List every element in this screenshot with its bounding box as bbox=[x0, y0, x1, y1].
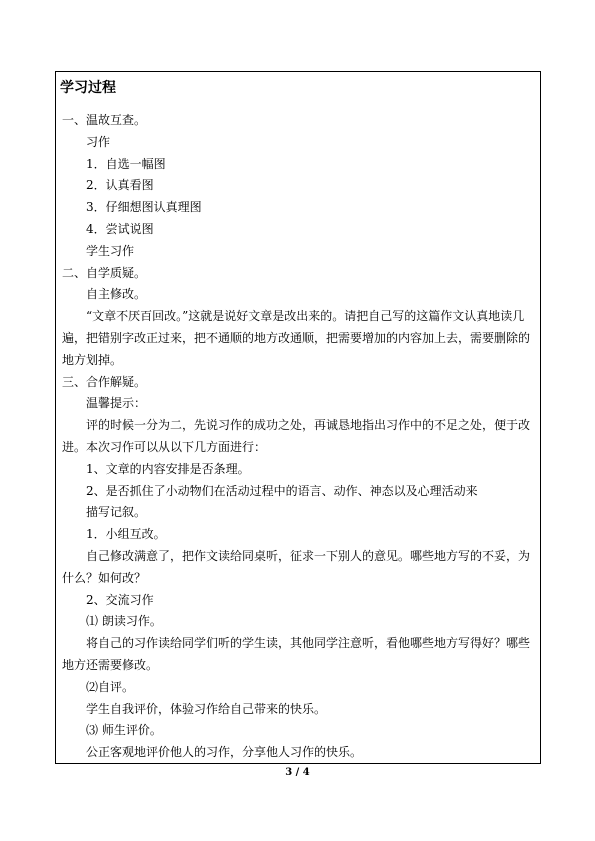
page-number: 3 / 4 bbox=[285, 767, 310, 778]
list-item: ⑶ 师生评价。 bbox=[86, 723, 162, 738]
list-item: ⑵自评。 bbox=[86, 679, 135, 694]
text-line: 习作 bbox=[86, 134, 111, 149]
list-item: 3．仔细想图认真理图 bbox=[86, 200, 202, 215]
section-title: 学习过程 bbox=[60, 80, 116, 96]
list-item: 4．尝试说图 bbox=[86, 221, 154, 236]
heading-cooperation: 三、合作解疑。 bbox=[62, 374, 147, 389]
list-item: 2、是否抓住了小动物们在活动过程中的语言、动作、神态以及心理活动来 bbox=[86, 483, 478, 498]
text-line: 描写记叙。 bbox=[86, 505, 147, 520]
list-item: 1．小组互改。 bbox=[86, 527, 166, 542]
text-line: 公正客观地评价他人的习作，分享他人习作的快乐。 bbox=[86, 745, 363, 760]
list-item: 1、文章的内容安排是否条理。 bbox=[86, 461, 250, 476]
text-line: 自主修改。 bbox=[86, 287, 147, 302]
lesson-content bbox=[62, 110, 534, 764]
text-line: 温馨提示： bbox=[86, 396, 147, 411]
paragraph: 将自己的习作读给同学们听的学生读，其他同学注意听，看他哪些地方写得好？哪些地方还需要修改。 bbox=[62, 636, 531, 672]
text-line: 学生自我评价，体验习作给自己带来的快乐。 bbox=[86, 701, 327, 716]
heading-self-study: 二、自学质疑。 bbox=[62, 265, 147, 280]
paragraph: “文章不厌百回改。”这就是说好文章是改出来的。请把自己写的这篇作文认真地读几遍，把错别字改正过来，把不通顺的地方改通顺，把需要增加的内容加上去，需要删除的地方划掉。 bbox=[62, 309, 531, 367]
paragraph: 评的时候一分为二，先说习作的成功之处，再诚恳地指出习作中的不足之处，便于改进。本次习作可以从以下几方面进行： bbox=[62, 418, 531, 454]
list-item: 1．自选一幅图 bbox=[86, 156, 166, 171]
list-item: 2、交流习作 bbox=[86, 592, 154, 607]
list-item: 2．认真看图 bbox=[86, 178, 154, 193]
text-line: 学生习作 bbox=[86, 243, 135, 258]
heading-review: 一、温故互查。 bbox=[62, 113, 147, 127]
list-item: ⑴ 朗读习作。 bbox=[86, 614, 162, 629]
paragraph: 自己修改满意了，把作文读给同桌听，征求一下别人的意见。哪些地方写的不妥，为什么？如何改？ bbox=[62, 548, 531, 585]
